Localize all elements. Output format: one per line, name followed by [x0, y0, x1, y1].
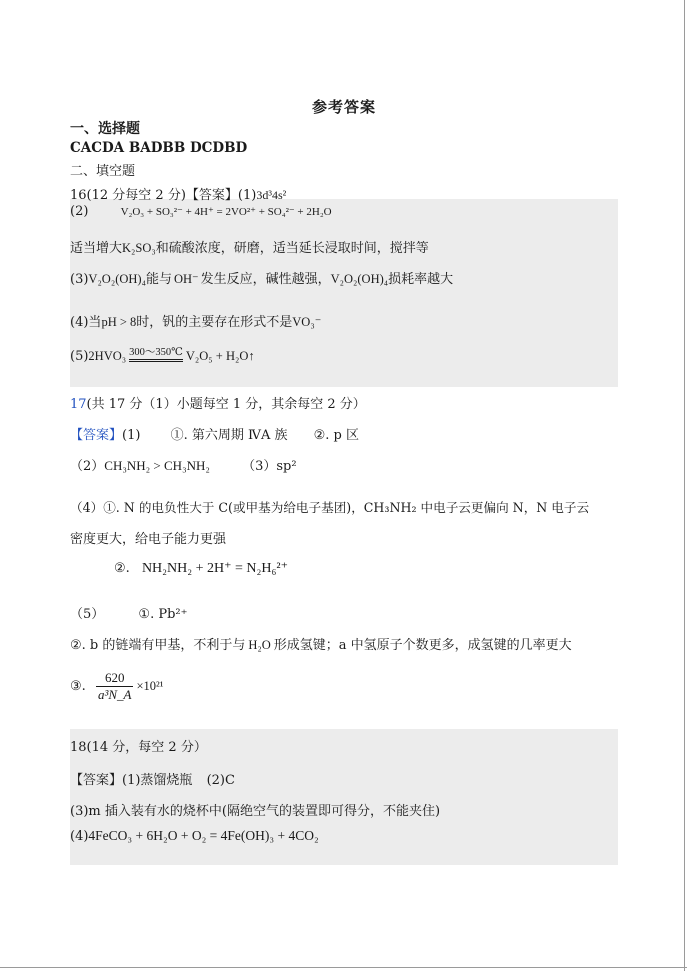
q17-number: 17	[70, 397, 87, 412]
q17-p4-line1: （4）①. N 的电负性大于 C(或甲基为给电子基团)，CH₃NH₂ 中电子云更偏向 N，N 电子云	[70, 500, 590, 515]
q16-p2-label: (2)	[70, 204, 89, 219]
q17-p5c-fraction	[96, 670, 134, 703]
page-edge-right	[684, 0, 685, 971]
q18-p12-line	[70, 769, 235, 788]
q16-p3-text-c: 损耗率越大	[388, 272, 454, 287]
q16-p2-text-line	[70, 237, 429, 256]
q17-p5-line	[70, 603, 187, 622]
q17-p4b-line	[114, 560, 288, 577]
q16-header: 16(12 分每空 2 分)	[70, 188, 186, 203]
q17-p5c-denominator: a³N_A	[97, 687, 132, 702]
q17-p1-a: ①. 第六周期 ⅣA 族	[170, 428, 288, 443]
q18-answer-tag: 【答案】	[70, 773, 123, 788]
q17-p5b-text-a: ②. b 的链端有甲基，不利于与	[70, 638, 246, 653]
q16-p5-label: (5)	[70, 349, 89, 364]
page-edge-bottom	[0, 967, 687, 968]
q18-p2: (2)C	[206, 773, 235, 788]
q16-p5-line	[70, 347, 255, 364]
q16-p5-equals-lower	[129, 361, 183, 364]
section1-heading: 一、选择题	[70, 121, 140, 137]
q17-p5b-text-b: 形成氢键；a 中氢原子个数更多，成氢键的几率更大	[273, 638, 572, 653]
q17-header: (共 17 分（1）小题每空 1 分，其余每空 2 分）	[86, 397, 366, 412]
q17-p2-eq: CH₃NH₂ > CH₃NH₂	[104, 458, 210, 473]
q16-p4-chem1: pH > 8	[101, 315, 137, 329]
section2-heading: 二、填空题	[70, 164, 136, 179]
q17-p2-line	[70, 455, 297, 474]
q17-p3-val: sp²	[276, 459, 297, 474]
q17-p5c-multiplier: ×10²¹	[136, 679, 164, 693]
q18-p3: (3)m 插入装有水的烧杯中(隔绝空气的装置即可得分，不能夹住)	[70, 804, 441, 819]
q17-p1-b: ②. p 区	[313, 428, 359, 443]
q16-p5-lhs: 2HVO₃	[88, 349, 127, 363]
q16-p3-text-a: 能与	[145, 272, 172, 287]
q17-p4-line2: 密度更大，给电子能力更强	[70, 532, 227, 547]
q16-p4-text-a: 当	[88, 315, 102, 330]
q17-p4b-eq: NH₂NH₂ + 2H⁺ = N₂H₆²⁺	[141, 561, 289, 576]
q17-p4b-label: ②.	[114, 561, 130, 576]
q16-p2-chem: K₂SO₃	[122, 241, 156, 255]
q16-p3-chem1: V₂O₂(OH)₄	[88, 272, 146, 286]
q16-p3-chem3: V₂O₂(OH)₄	[330, 272, 389, 286]
q17-p5-label: （5）	[70, 607, 105, 622]
q17-p5c-numerator: 620	[104, 670, 125, 685]
q16-p3-chem2: OH⁻	[173, 272, 199, 286]
q16-p2-equation: V₂O₃ + SO₃²⁻ + 4H⁺ = 2VO²⁺ + SO₄²⁻ + 2H₂O	[120, 206, 332, 218]
q16-p4-chem2: VO₃⁻	[292, 315, 322, 329]
q18-p4-eq: 4FeCO₃ + 6H₂O + O₂ = 4Fe(OH)₃ + 4CO₂	[88, 828, 319, 843]
q16-header-line	[70, 184, 286, 203]
q16-p2-text-a: 适当增大	[70, 241, 123, 256]
choice-answers: CACDA BADBB DCDBD	[70, 140, 248, 156]
q16-p2-text-b: 和硫酸浓度，研磨，适当延长浸取时间，搅拌等	[155, 241, 429, 256]
q16-p3-line	[70, 268, 453, 287]
q16-electron-config: 3d³4s²	[256, 188, 287, 202]
q16-p4-label: (4)	[70, 315, 89, 330]
q17-p5b-chem: H₂O	[248, 638, 271, 652]
q17-p1-line	[70, 424, 359, 443]
q18-p4-label: (4)	[70, 829, 89, 844]
q17-answer-tag: 【答案】	[70, 428, 123, 443]
q16-p3-label: (3)	[70, 272, 89, 287]
q17-p5-a: ①. Pb²⁺	[138, 607, 188, 622]
q17-header-line	[70, 393, 366, 412]
q16-p2-line	[70, 204, 332, 219]
q16-p5-condition: 300～350℃	[129, 347, 183, 358]
q17-p5c-label: ③.	[70, 679, 86, 694]
q16-p3-text-b: 发生反应，碱性越强，	[200, 272, 331, 287]
q16-p4-text-b: 时，钒的主要存在形式不是	[136, 315, 293, 330]
q17-p3-label: （3）	[242, 459, 277, 474]
q18-p1: (1)蒸馏烧瓶	[122, 773, 193, 788]
q16-p4-line	[70, 311, 321, 330]
q16-answer-tag: 【答案】	[185, 188, 238, 203]
q16-p5-condition-arrow	[129, 347, 183, 364]
q17-p5b-line	[70, 634, 572, 653]
q16-p5-rhs: V₂O₅ + H₂O↑	[185, 349, 255, 363]
page-title: 参考答案	[312, 98, 377, 116]
q17-p2-label: （2）	[70, 459, 105, 474]
q17-p1-label: (1)	[122, 428, 141, 443]
q18-p4-line	[70, 828, 319, 844]
q18-header: 18(14 分，每空 2 分）	[70, 740, 207, 755]
q17-p5c-line	[70, 670, 164, 703]
q16-p1-label: (1)	[237, 188, 257, 203]
